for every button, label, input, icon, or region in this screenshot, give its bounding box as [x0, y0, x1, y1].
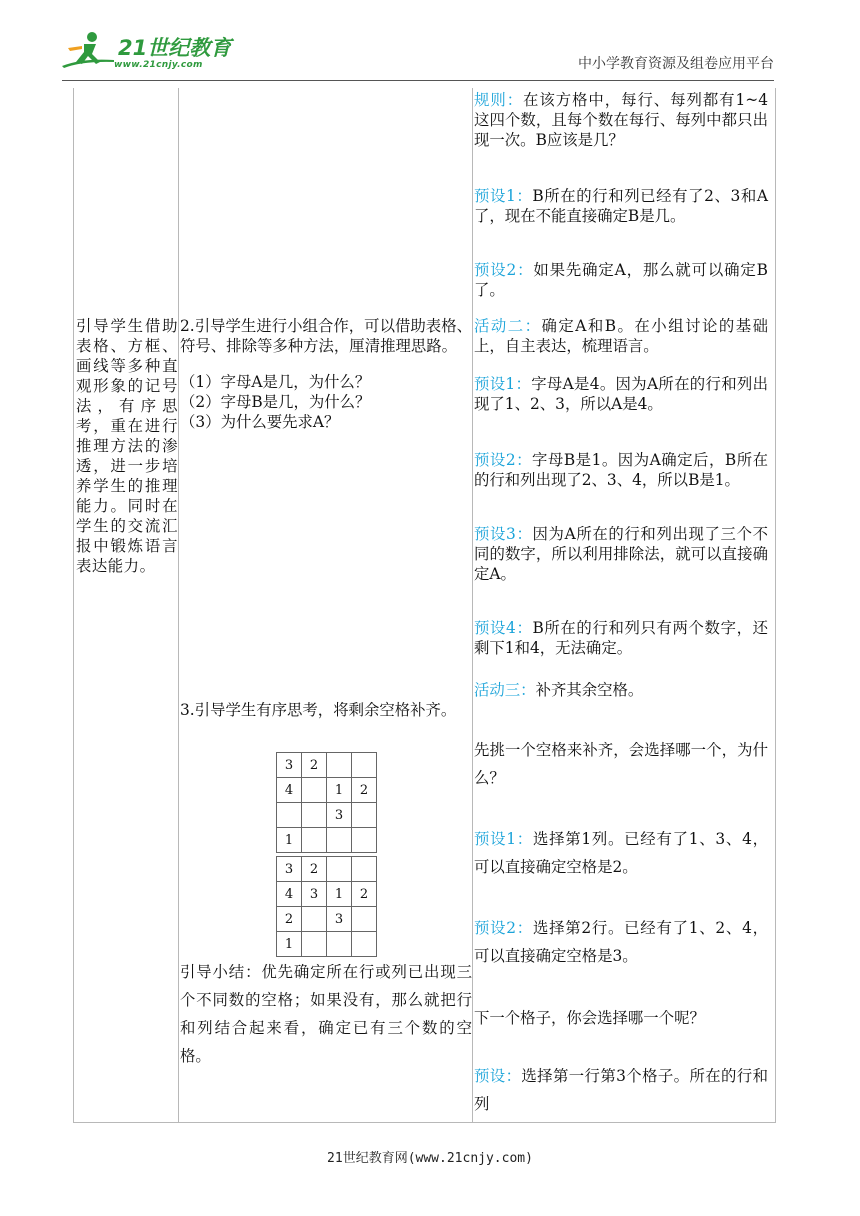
grid-row: [277, 932, 377, 957]
page-header: [0, 0, 860, 80]
choice-1: [474, 825, 768, 881]
lesson-table: [73, 88, 776, 1123]
page-footer: 21世纪教育网(www.21cnjy.com): [327, 1151, 533, 1166]
question-2: （2）字母B是几，为什么？: [180, 393, 371, 411]
preset-label: 预设2：: [474, 451, 533, 469]
preset-text: 字母A是4。因为A所在的行和列出现了1、2、3，所以A是4。: [474, 375, 768, 413]
choice-3: [474, 1062, 768, 1118]
question-3: （3）为什么要先求A？: [180, 413, 340, 431]
grid-cell: [327, 932, 352, 957]
grid-cell: [352, 907, 377, 932]
answer-4: [474, 618, 768, 658]
rule-label: 规则：: [474, 91, 524, 109]
grid-cell: 2: [277, 907, 302, 932]
grid-cell: 3: [327, 907, 352, 932]
step2-intro: 2.引导学生进行小组合作，可以借助表格、符号、排除等多种方法，厘清推理思路。: [180, 317, 472, 355]
next-question: 下一个格子，你会选择哪一个呢？: [474, 1009, 705, 1027]
grid-row: [277, 803, 377, 828]
rule-text: 在该方格中，每行、每列都有1~4这四个数，且每个数在每行、每列中都只出现一次。B应该是几？: [474, 91, 768, 149]
platform-title: 中小学教育资源及组卷应用平台: [578, 56, 774, 72]
preset-label: 预设1：: [474, 187, 533, 205]
student-activity-column: [474, 88, 768, 1122]
preset-label: 预设2：: [474, 261, 534, 279]
preset-label: 预设：: [474, 1067, 522, 1085]
grid-row: [277, 907, 377, 932]
grid-cell: [352, 857, 377, 882]
preset-text: B所在的行和列已经有了2、3和A了，现在不能直接确定B是几。: [474, 187, 768, 225]
choose-question: 先挑一个空格来补齐，会选择哪一个，为什么？: [474, 741, 768, 787]
column-divider: [178, 88, 179, 1122]
grid-cell: 3: [302, 882, 327, 907]
preset-label: 预设1：: [474, 375, 532, 393]
grid-cell: [302, 778, 327, 803]
step3-text: 3.引导学生有序思考，将剩余空格补齐。: [180, 701, 457, 719]
preset-label: 预设3：: [474, 525, 533, 543]
grid-cell: [327, 753, 352, 778]
grid-cell: 2: [352, 778, 377, 803]
preset-text: 因为A所在的行和列出现了三个不同的数字，所以利用排除法，就可以直接确定A。: [474, 525, 768, 583]
preset-text: 选择第1列。已经有了1、3、4，可以直接确定空格是2。: [474, 830, 768, 876]
preset-text: 字母B是1。因为A确定后，B所在的行和列出现了2、3、4，所以B是1。: [474, 451, 768, 489]
activity-3: [474, 676, 768, 704]
preset-1: [474, 186, 768, 226]
preset-text: 选择第2行。已经有了1、2、4，可以直接确定空格是3。: [474, 919, 768, 965]
activity-2: [474, 316, 768, 356]
answer-3: [474, 524, 768, 584]
grid-cell: [302, 803, 327, 828]
grid-cell: [327, 857, 352, 882]
grid-row: [277, 857, 377, 882]
grid-cell: 3: [327, 803, 352, 828]
grid-cell: [327, 828, 352, 853]
teacher-activity-column: [180, 88, 472, 1122]
site-logo[interactable]: [62, 30, 232, 72]
grid-cell: [277, 803, 302, 828]
grid-cell: 4: [277, 882, 302, 907]
answer-2: [474, 450, 768, 490]
grid-cell: [302, 932, 327, 957]
grid-cell: [352, 828, 377, 853]
logo-text: 21世纪教育: [118, 36, 232, 60]
question-1: （1）字母A是几，为什么？: [180, 373, 371, 391]
activity-text: 确定A和B。在小组讨论的基础上，自主表达，梳理语言。: [474, 317, 768, 355]
grid-cell: [302, 828, 327, 853]
number-grid-after: [276, 856, 377, 957]
grid-cell: 1: [277, 828, 302, 853]
grid-cell: [352, 932, 377, 957]
grid-cell: 3: [277, 857, 302, 882]
grid-cell: [302, 907, 327, 932]
grid-cell: 2: [302, 753, 327, 778]
grid-cell: [352, 803, 377, 828]
preset-text: 选择第一行第3个格子。所在的行和列: [474, 1067, 768, 1113]
column-divider: [472, 88, 473, 1122]
grid-row: [277, 882, 377, 907]
activity-label: 活动三：: [474, 681, 536, 699]
grid-row: [277, 753, 377, 778]
grid-cell: 1: [327, 882, 352, 907]
header-divider: [62, 80, 774, 81]
design-intent-text: 引导学生借助表格、方框、画线等多种直观形象的记号法，有序思考，重在进行推理方法的渗透，进一步培养学生的推理能力。同时在学生的交流汇报中锻炼语言表达能力。: [76, 317, 178, 575]
activity-text: 补齐其余空格。: [535, 681, 644, 699]
grid-cell: 4: [277, 778, 302, 803]
answer-1: [474, 374, 768, 414]
design-intent-column: [76, 88, 178, 1122]
grid-row: [277, 778, 377, 803]
preset-label: 预设2：: [474, 919, 533, 937]
preset-label: 预设1：: [474, 830, 533, 848]
preset-text: 如果先确定A，那么就可以确定B了。: [474, 261, 768, 299]
grid-cell: 2: [302, 857, 327, 882]
choice-2: [474, 914, 768, 970]
activity-label: 活动二：: [474, 317, 542, 335]
preset-text: B所在的行和列只有两个数字，还剩下1和4，无法确定。: [474, 619, 768, 657]
logo-url: www.21cnjy.com: [114, 60, 203, 70]
preset-label: 预设4：: [474, 619, 533, 637]
grid-cell: 1: [277, 932, 302, 957]
grid-cell: 3: [277, 753, 302, 778]
grid-row: [277, 828, 377, 853]
number-grid-before: [276, 752, 377, 853]
preset-2: [474, 260, 768, 300]
grid-cell: 2: [352, 882, 377, 907]
runner-logo-icon: [62, 30, 118, 70]
rule-paragraph: [474, 90, 768, 150]
grid-cell: [352, 753, 377, 778]
summary-text: 引导小结：优先确定所在行或列已出现三个不同数的空格；如果没有，那么就把行和列结合起来看，确定已有三个数的空格。: [180, 963, 472, 1065]
grid-cell: 1: [327, 778, 352, 803]
